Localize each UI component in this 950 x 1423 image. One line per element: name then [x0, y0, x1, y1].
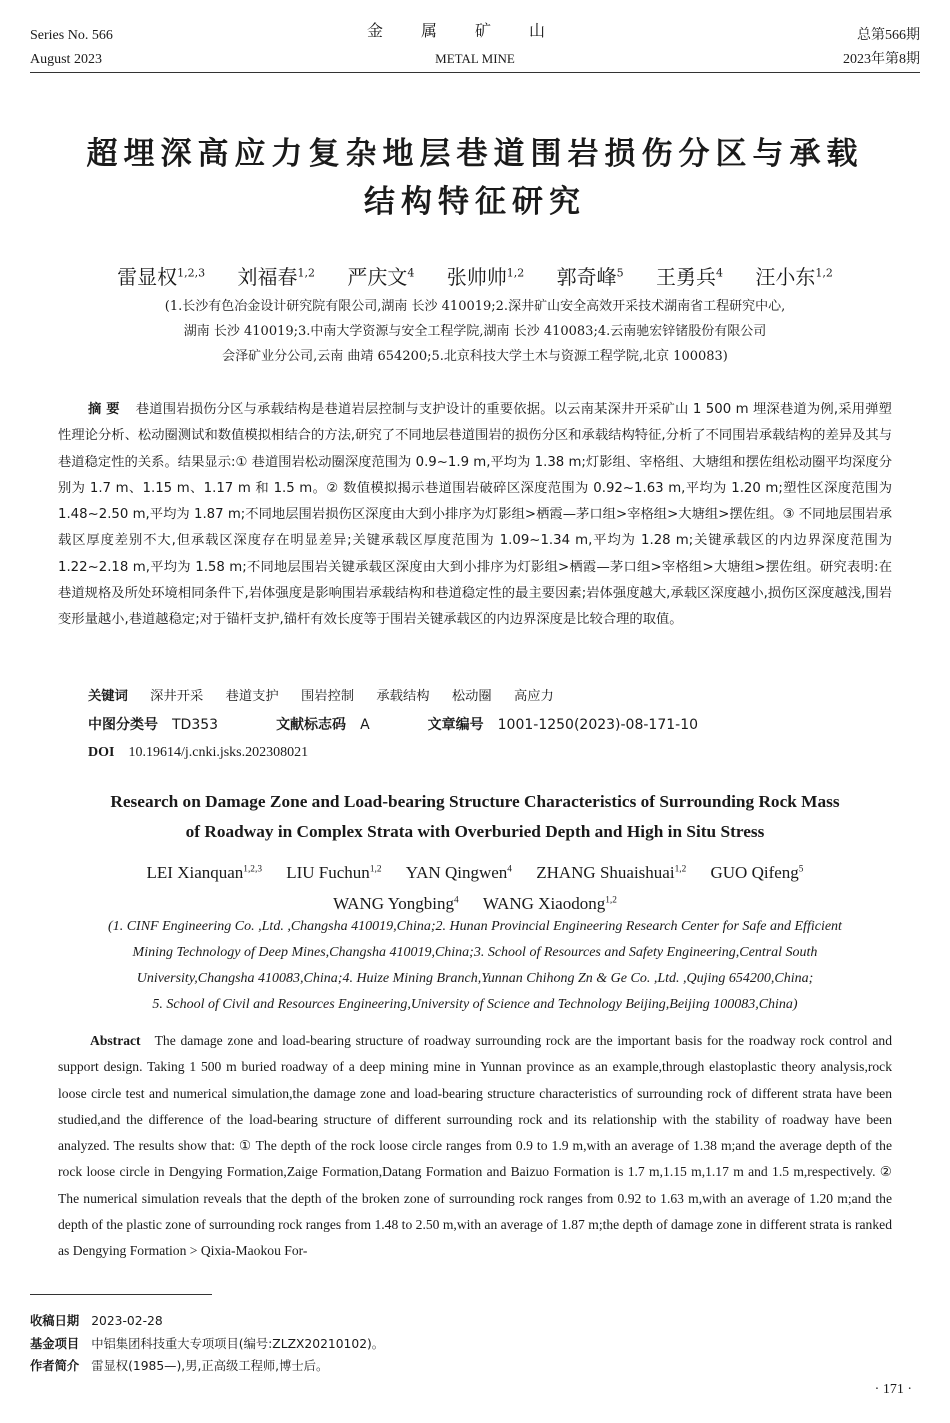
affiliation-cn-line: 湖南 长沙 410019;3.中南大学资源与安全工程学院,湖南 长沙 410083;4.云南驰宏锌锗股份有限公司	[183, 324, 767, 339]
keyword: 承载结构	[376, 689, 430, 704]
issue-date: August 2023	[30, 52, 102, 67]
title-en-line: of Roadway in Complex Strata with Overburied Depth and High in Situ Stress	[185, 822, 765, 841]
keyword: 高应力	[513, 689, 554, 704]
footnote-received: 收稿日期 2023-02-28	[30, 1314, 163, 1328]
total-issue: 总第566期	[857, 28, 920, 43]
paper-title-en	[40, 787, 910, 847]
doi-line	[88, 739, 308, 767]
author-en: GUO Qifeng$^5$	[710, 862, 804, 882]
doc-code-value: A	[360, 717, 370, 733]
affiliations-cn	[60, 294, 890, 369]
affiliation-en-line: 5. School of Civil and Resources Engineering,University of Science and Technology Beijing,Beijing 100083,China)	[152, 997, 798, 1012]
author-en-line	[60, 855, 890, 887]
abstract-en-text: The damage zone and load-bearing structure of roadway surrounding rock are the important basis for the roadway rock control and support design. Taking 1 500 m buried roadway of a deep mining mine in Yunnan province as an example,through elastoplastic theory analysis,rock loose circle test and numerical simulation,the damage zone and load-bearing structure characteristics of surrounding rock of different strata have been studied,and the difference of the load-bearing structure of different surrounding rock and its relationship with the stability of roadway have been analyzed. The results show that: ① The depth of the rock loose circle ranges from 0.9 to 1.9 m,with an average of 1.38 m;and the average depth of the rock loose circle in Dengying Formation,Zaige Formation,Datang Formation and Baizuo Formation is 1.7 m,1.15 m,1.17 m and 1.5 m,respectively. ② The numerical simulation reveals that the depth of the broken zone of surrounding rock ranges from 0.92 to 1.63 m,with an average of 1.20 m;and the depth of the plastic zone of surrounding rock ranges from 1.48 to 2.50 m,with an average of 1.87 m;the depth of damage zone in different strata is ranked as Dengying Formation > Qixia-Maokou For-	[58, 1033, 892, 1259]
author-en: WANG Yongbing$^4$	[333, 894, 459, 914]
abstract-cn-label: 摘 要	[88, 402, 120, 417]
affiliations-en	[40, 914, 910, 1018]
author-en: WANG Xiaodong$^{1,2}$	[482, 894, 617, 914]
title-cn-line: 超埋深高应力复杂地层巷道围岩损伤分区与承载	[86, 136, 864, 172]
article-number-label: 文章编号	[427, 717, 484, 733]
header-right	[843, 24, 920, 72]
author-cn: 刘福春$^{1,2}$	[237, 264, 316, 289]
title-en-line: Research on Damage Zone and Load-bearing Structure Characteristics of Surrounding Rock Mass	[110, 792, 840, 811]
author-cn: 王勇兵$^4$	[655, 264, 723, 289]
keyword: 深井开采	[150, 689, 204, 704]
keyword: 巷道支护	[225, 689, 279, 704]
author-list-en	[60, 855, 890, 918]
author-cn: 严庆文$^4$	[347, 264, 415, 289]
footnote-funding: 基金项目 中铝集团科技重大专项项目(编号:ZLZX20210102)。	[30, 1336, 385, 1351]
keywords-cn	[88, 684, 892, 710]
page-number: · 171 ·	[874, 1382, 912, 1397]
abstract-cn	[58, 397, 892, 634]
affiliation-en-line: (1. CINF Engineering Co. ,Ltd. ,Changsha 410019,China;2. Hunan Provincial Engineering Research Center for Safe and Efficient	[108, 919, 842, 934]
keyword: 松动圈	[451, 689, 492, 704]
abstract-en	[58, 1028, 892, 1265]
footnote-author-bio: 作者简介 雷显权(1985—),男,正高级工程师,博士后。	[30, 1359, 329, 1373]
author-en: YAN Qingwen$^4$	[405, 862, 512, 882]
affiliation-en-line: Mining Technology of Deep Mines,Changsha 410019,China;3. School of Resources and Safety Engineering,Central South	[132, 945, 818, 960]
author-en: ZHANG Shuaishuai$^{1,2}$	[536, 862, 687, 882]
journal-name-en: METAL MINE	[435, 51, 515, 66]
author-en: LEI Xianquan$^{1,2,3}$	[146, 862, 262, 882]
header-center	[30, 20, 920, 71]
doc-code-label: 文献标志码	[276, 717, 347, 733]
author-cn: 汪小东$^{1,2}$	[755, 264, 833, 289]
abstract-cn-text: 巷道围岩损伤分区与承载结构是巷道岩层控制与支护设计的重要依据。以云南某深井开采矿山 1 500 m 埋深巷道为例,采用弹塑性理论分析、松动圈测试和数值模拟相结合的方法,研究了不同地层巷道围岩的损伤分区和承载结构特征,分析了不同围岩承载结构的差异及其与巷道稳定性的关系。结果显示:① 巷道围岩松动圈深度范围为 0.9~1.9 m,平均为 1.38 m;灯影组、宰格组、大塘组和摆佐组松动圈平均深度分别为 1.7 m、1.15 m、1.17 m 和 1.5 m。② 数值模拟揭示巷道围岩破碎区深度范围为 0.92~1.63 m,平均为 1.20 m;塑性区深度范围为 1.48~2.50 m,平均为 1.87 m;不同地层围岩损伤区深度由大到小排序为灯影组>栖霞—茅口组>宰格组>大塘组>摆佐组。③ 不同地层围岩承载区厚度差别不大,但承载区深度存在明显差异;关键承载区厚度范围为 1.09~1.34 m,平均为 1.28 m;关键承载区的内边界深度范围为 1.22~2.18 m,平均为 1.58 m;不同地层围岩关键承载区深度由大到小排序为灯影组>栖霞—茅口组>宰格组>大塘组>摆佐组。研究表明:在巷道规格及所处环境相同条件下,岩体强度是影响围岩承载结构和巷道稳定性的最主要因素;岩体强度越大,承载区深度越小,损伤区深度越浅,围岩变形量越小,巷道越稳定;对于锚杆支护,锚杆有效长度等于围岩关键承载区的内边界深度是比较合理的取值。	[58, 402, 892, 628]
footnotes	[30, 1310, 920, 1378]
footnote-divider	[30, 1294, 212, 1295]
title-cn-line: 结构特征研究	[364, 184, 586, 220]
author-cn: 雷显权$^{1,2,3}$	[117, 264, 206, 289]
doi-link[interactable]: 10.19614/j.cnki.jsks.202308021	[128, 745, 309, 760]
paper-title-cn	[40, 130, 910, 226]
author-cn: 张帅帅$^{1,2}$	[446, 264, 525, 289]
running-header	[30, 20, 920, 73]
doi-label: DOI	[88, 745, 115, 760]
journal-name-cn: 金属矿山	[366, 23, 583, 40]
author-cn: 郭奇峰$^5$	[556, 264, 624, 289]
affiliation-cn-line: 会泽矿业分公司,云南 曲靖 654200;5.北京科技大学土木与资源工程学院,北京 100083)	[222, 349, 728, 364]
keyword: 围岩控制	[300, 689, 355, 704]
affiliation-cn-line: (1.长沙有色冶金设计研究院有限公司,湖南 长沙 410019;2.深井矿山安全高效开采技术湖南省工程研究中心,	[164, 299, 786, 314]
clc-value: TD353	[172, 717, 219, 733]
author-en: LIU Fuchun$^{1,2}$	[286, 862, 382, 882]
issue-number: 2023年第8期	[843, 52, 920, 67]
classification-line	[88, 711, 892, 739]
abstract-en-label: Abstract	[90, 1033, 141, 1048]
clc-label: 中图分类号	[88, 717, 158, 733]
article-number-value: 1001-1250(2023)-08-171-10	[497, 717, 699, 733]
affiliation-en-line: University,Changsha 410083,China;4. Huize Mining Branch,Yunnan Chihong Zn & Ge Co. ,Ltd. ,Qujing 654200,China;	[136, 971, 814, 986]
series-number: Series No. 566	[30, 28, 113, 43]
keywords-label: 关键词	[88, 689, 128, 704]
author-list-cn	[40, 257, 910, 293]
